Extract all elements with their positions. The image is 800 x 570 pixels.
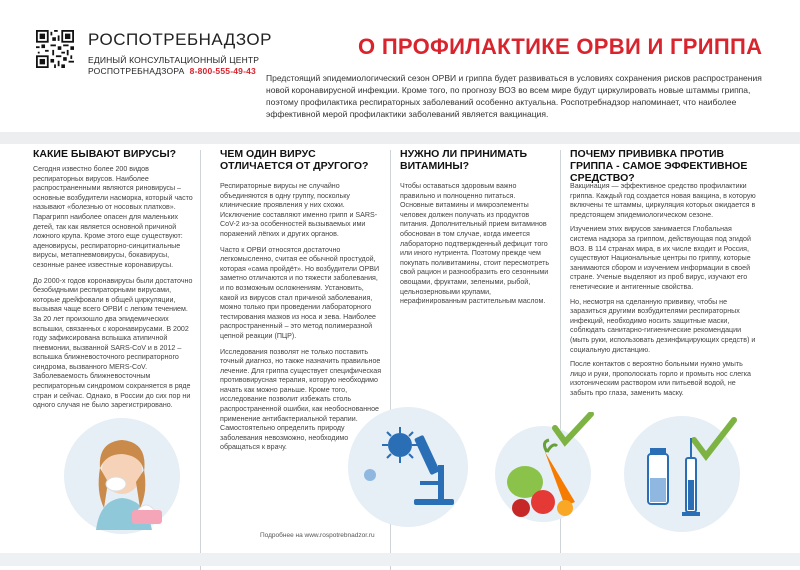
paragraph: После контактов с вероятно больными нужно умыть лицо и руки, прополоскать горло и промыть нос слегка изотоническим раствором или питьевой водой, не забыть про глаза, заменить маску. — [570, 360, 751, 397]
paragraph: Сегодня известно более 200 видов респираторных вирусов. Наиболее распространенными являются риновирусы – основные возбудители насморка, который часто называют «болезнью от носовых платков». Парагрипп наиболее опасен для маленьких детей, так как является основной причиной ложного крупа. Кроме этого еще существуют: аденовирусы, респираторно-синцитиальные вирусы, метапневмовирусы, бокавирусы, сезонные ранее известные коронавирусы. — [33, 165, 193, 269]
intro-text: Предстоящий эпидемиологический сезон ОРВИ и гриппа будет развиваться в условиях сохранения рисков распространения новой коронавирусной инфекции. Кроме того, по прогнозу ВОЗ во всем мире будут циркулировать новые штаммы гриппа, поэтому профилактика респираторных заболеваний особенно актуальна. Роспотребнадзор напоминает, что наиболее эффективной мерой профилактики заболеваний является вакцинация. — [266, 73, 762, 119]
vegetables-illustration — [495, 412, 605, 532]
column-text — [33, 165, 193, 411]
org-subtitle — [88, 55, 259, 77]
paragraph: Исследования позволят не только поставить точный диагноз, но также назначить правильное лечение. Для гриппа существует специфическая противовирусная терапия, которую необходимо начать как можно раньше. Кроме того, исследование позволит избежать столь распространенной ошибки, как необоснованное применение антибактериальной терапии. Самостоятельно определить природу заболевания невозможно, необходимо обращаться к врачу. — [220, 347, 382, 452]
virus-icon — [382, 427, 418, 463]
org-sub-line1: ЕДИНЫЙ КОНСУЛЬТАЦИОННЫЙ ЦЕНТР — [88, 55, 260, 65]
paragraph: Вакцинация — эффективное средство профилактики гриппа. Каждый год создается новая вакцина, в которую включены те штаммы, циркуляция которых ожидается в предстоящем эпидемиологическом сезоне. — [570, 182, 756, 219]
sick-woman-illustration — [60, 412, 180, 542]
paragraph: Часто к ОРВИ относятся достаточно легкомысленно, считая ее обычной простудой, которая «сама пройдёт». Но возбудители ОРВИ заметно отличаются и по тяжести заболевания, и по возможным осложнениям. Установить, какой из вирусов стал причиной заболевания, можно только при проведении лабораторного тестирования мазков из носа и зева. Наиболее распространенный – это метод полимеразной цепной реакции (ПЦР). — [220, 245, 380, 340]
page-title: О ПРОФИЛАКТИКЕ ОРВИ И ГРИППА — [358, 34, 763, 59]
column-text — [570, 182, 760, 398]
column-title: ЧЕМ ОДИН ВИРУС ОТЛИЧАЕТСЯ ОТ ДРУГОГО? — [220, 148, 369, 172]
column-title: НУЖНО ЛИ ПРИНИМАТЬ ВИТАМИНЫ? — [400, 148, 528, 172]
paragraph: Респираторные вирусы не случайно объединяются в одну группу, поскольку клинические проявления у них схожи. Исключение составляют именно грипп и SARS-CoV-2 из-за особенностей вызываемых ими поражений лёгких и других органов. — [220, 182, 378, 238]
divider-band — [0, 132, 800, 144]
column-title: ПОЧЕМУ ПРИВИВКА ПРОТИВ ГРИППА - САМОЕ ЭФФЕКТИВНОЕ СРЕДСТВО? — [570, 148, 748, 184]
hotline-phone[interactable]: 8-800-555-49-43 — [189, 66, 256, 76]
column-divider — [200, 150, 201, 570]
column-title: КАКИЕ БЫВАЮТ ВИРУСЫ? — [33, 148, 177, 160]
paragraph: Но, несмотря на сделанную прививку, чтобы не заразиться другими возбудителями респираторных инфекций, необходимо носить защитные маски, соблюдать санитарно-гигиенические рекомендации (мыть руки, использовать дезинфицирующих средств) и социальную дистанцию. — [570, 297, 756, 354]
org-sub-line2: РОСПОТРЕБНАДЗОРА — [88, 66, 185, 76]
org-name: РОСПОТРЕБНАДЗОР — [88, 30, 272, 49]
paragraph: До 2000-х годов коронавирусы были достаточно безобидными респираторными вирусами, которые дрейфовали в общей циркуляции, вызывая чаще всего ОРВИ с легким течением. За 20 лет произошло два эпидемических вспышки, связанных с коронавирусами. В 2002 году зафиксирована вспышка атипичной пневмонии, вызванной SARS-CoV и в 2012 – вспышка ближневосточного респираторного синдрома, вызванного MERS-CoV. Заболеваемость ближневосточным респираторным синдромом сохраняется в ряде стран и сейчас. Однако, в России до сих пор ни одного случая не было зарегистрировано. — [33, 276, 193, 410]
paragraph: Чтобы оставаться здоровым важно правильно и полноценно питаться. Основные витамины и микроэлементы человек должен получать из продуктов питания. Дополнительный прием витаминов обоснован в том случае, когда имеется лабораторно подтвержденный дефицит того или иного нутриента. Поэтому прежде чем покупать поливитамины, стоит пересмотреть свой рацион и разнообразить его сезонными овощами, фруктами, зелеными, рыбой, цельнозерновыми крупами, нерафинированным растительным маслом. — [400, 182, 550, 306]
bottom-strip — [0, 553, 800, 566]
qr-code-icon — [36, 30, 74, 68]
footer-link[interactable]: Подробнее на www.rospotrebnadzor.ru — [260, 532, 375, 539]
microscope-illustration — [330, 395, 480, 535]
vaccine-vial-icon — [648, 448, 668, 504]
vaccine-illustration — [620, 408, 750, 538]
paragraph: Изучением этих вирусов занимается Глобальная система надзора за гриппом, действующая под эгидой ВОЗ. В 114 странах мира, в их числе входит и Россия, существуют Национальные центры по гриппу, которые занимаются сбором и изучением информации в своей стране. Ученые выделяют из проб вирус, изучают его генетические и антигенные свойства. — [570, 225, 751, 291]
column-text — [400, 182, 550, 307]
